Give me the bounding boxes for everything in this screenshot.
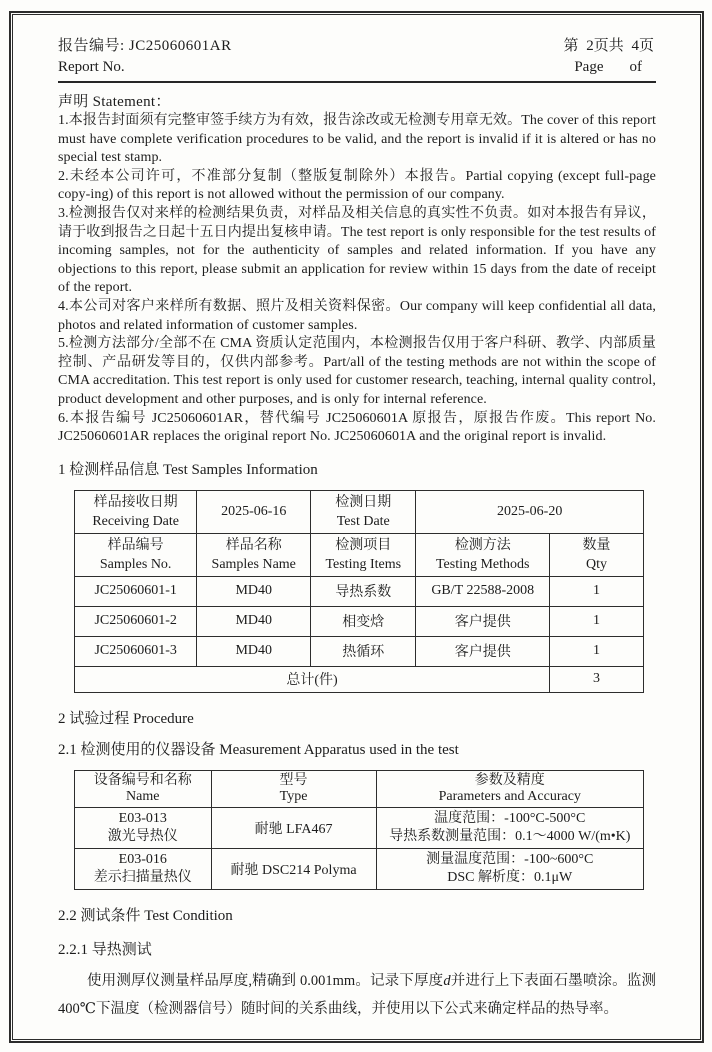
page-word: Page bbox=[574, 59, 604, 75]
col-samples-name-en: Samples Name bbox=[211, 556, 296, 572]
statement-title: 声明 Statement： bbox=[58, 94, 171, 110]
samples-table bbox=[74, 490, 644, 693]
receiving-date-value: 2025-06-16 bbox=[197, 490, 311, 533]
statement-item-4: 4.本公司对客户来样所有数据、照片及相关资料保密。Our company will keep confidential all data, photos and related information of customer samples. bbox=[58, 298, 656, 333]
sample-name-cell: MD40 bbox=[197, 636, 311, 666]
parameter-line: 测量温度范围：-100~600°C bbox=[426, 851, 594, 867]
samples-total-row bbox=[75, 666, 644, 692]
total-label: 总计(件) bbox=[75, 666, 550, 692]
section221-title: 2.2.1 导热测试 bbox=[58, 941, 152, 958]
total-qty: 3 bbox=[550, 666, 644, 692]
table-row bbox=[75, 636, 644, 666]
page-number-en bbox=[563, 57, 656, 77]
sample-no-cell: JC25060601-2 bbox=[75, 606, 197, 636]
table-row bbox=[75, 576, 644, 606]
parameters-cell bbox=[376, 807, 643, 848]
report-number-en: Report No. bbox=[58, 59, 125, 75]
col-equipment-name bbox=[75, 770, 212, 807]
thermal-test-text-pre: 使用测厚仪测量样品厚度,精确到 0.001mm。记录下厚度 bbox=[87, 972, 444, 989]
sample-name-cell: MD40 bbox=[197, 576, 311, 606]
sample-no-cell: JC25060601-1 bbox=[75, 576, 197, 606]
parameters-cell bbox=[376, 848, 643, 889]
test-date-label-zh: 检测日期 bbox=[335, 494, 392, 510]
samples-header-row bbox=[75, 533, 644, 576]
parameter-line: 温度范围：-100°C-500°C bbox=[434, 810, 586, 826]
section2-title: 2 试验过程 Procedure bbox=[58, 710, 194, 727]
samples-info-row bbox=[75, 490, 644, 533]
testing-method-cell: 客户提供 bbox=[416, 636, 550, 666]
section21-title: 2.1 检测使用的仪器设备 Measurement Apparatus used in the test bbox=[58, 741, 459, 758]
thermal-test-paragraph bbox=[58, 967, 656, 1023]
equipment-code: E03-016 bbox=[118, 851, 167, 867]
col-samples-name-zh: 样品名称 bbox=[225, 537, 282, 553]
apparatus-header-row bbox=[75, 770, 644, 807]
col-samples-no-zh: 样品编号 bbox=[107, 537, 164, 553]
testing-item-cell: 导热系数 bbox=[311, 576, 416, 606]
testing-item-cell: 热循环 bbox=[311, 636, 416, 666]
col-qty bbox=[550, 533, 644, 576]
table-row bbox=[75, 807, 644, 848]
col-equipment-name-zh: 设备编号和名称 bbox=[93, 772, 192, 788]
col-parameters-en: Parameters and Accuracy bbox=[438, 788, 581, 804]
col-qty-en: Qty bbox=[586, 556, 608, 572]
report-header bbox=[58, 36, 656, 83]
page-number-block bbox=[563, 36, 656, 77]
test-date-label bbox=[311, 490, 416, 533]
thickness-variable: d bbox=[443, 972, 451, 989]
testing-method-cell: 客户提供 bbox=[416, 606, 550, 636]
col-testing-methods-zh: 检测方法 bbox=[454, 537, 511, 553]
col-testing-items bbox=[311, 533, 416, 576]
equipment-cell bbox=[75, 848, 212, 889]
testing-item-cell: 相变焓 bbox=[311, 606, 416, 636]
parameter-line: DSC 解析度：0.1μW bbox=[447, 869, 573, 885]
statement-item-6: 6.本报告编号 JC25060601AR，替代编号 JC25060601A 原报告，原报告作废。This report No. JC25060601AR replaces the original report No. JC25060601A and the original report is invalid. bbox=[58, 410, 656, 445]
qty-cell: 1 bbox=[550, 606, 644, 636]
table-row bbox=[75, 606, 644, 636]
equipment-cell bbox=[75, 807, 212, 848]
col-type-zh: 型号 bbox=[279, 772, 308, 788]
test-date-value: 2025-06-20 bbox=[416, 490, 644, 533]
page-content bbox=[13, 14, 700, 1040]
receiving-date-label-en: Receiving Date bbox=[92, 513, 179, 529]
section22-title: 2.2 测试条件 Test Condition bbox=[58, 907, 233, 924]
qty-cell: 1 bbox=[550, 576, 644, 606]
col-samples-no bbox=[75, 533, 197, 576]
thermal-test-text-post: 并进行上下表面石墨喷涂。监测 400℃下温度（检测器信号）随时间的关系曲线，并使用以下公式来确定样品的热导率。 bbox=[58, 972, 656, 1017]
page-number-zh: 第 2页共 4页 bbox=[563, 38, 654, 54]
statement-body bbox=[58, 112, 656, 447]
col-type-en: Type bbox=[279, 788, 308, 804]
statement-item-3: 3.检测报告仅对来样的检测结果负责，对样品及相关信息的真实性不负责。如对本报告有异议，请于收到报告之日起十五日内提出复核申请。The test report is only responsible for the test results of incoming samples, not for the authenticity of samples and related information. If you have any objections to this report, please submit an application for review within 15 days from the date of receipt of the report. bbox=[58, 205, 656, 296]
qty-cell: 1 bbox=[550, 636, 644, 666]
table-row bbox=[75, 848, 644, 889]
apparatus-table bbox=[74, 770, 644, 890]
equipment-code: E03-013 bbox=[118, 810, 167, 826]
of-word: of bbox=[629, 59, 642, 75]
type-cell: 耐驰 DSC214 Polyma bbox=[211, 848, 376, 889]
statement-item-1: 1.本报告封面须有完整审签手续方为有效，报告涂改或无检测专用章无效。The cover of this report must have complete verification procedures to be valid, and the report is invalid if it is altered or has no special test stamp. bbox=[58, 113, 656, 166]
type-cell: 耐驰 LFA467 bbox=[211, 807, 376, 848]
col-parameters bbox=[376, 770, 643, 807]
col-parameters-zh: 参数及精度 bbox=[474, 772, 545, 788]
sample-name-cell: MD40 bbox=[197, 606, 311, 636]
test-date-label-en: Test Date bbox=[336, 513, 390, 529]
col-equipment-name-en: Name bbox=[126, 788, 160, 804]
receiving-date-label-zh: 样品接收日期 bbox=[93, 494, 178, 510]
receiving-date-label bbox=[75, 490, 197, 533]
parameter-line: 导热系数测量范围：0.1～4000 W/(m•K) bbox=[389, 828, 631, 844]
col-testing-methods-en: Testing Methods bbox=[435, 556, 530, 572]
statement-item-5: 5.检测方法部分/全部不在 CMA 资质认定范围内，本检测报告仅用于客户科研、教学、内部质量控制、产品研发等目的，仅供内部参考。Part/all of the testing methods are not within the scope of CMA accreditation. This test report is only used for customer research, teaching, internal quality control, product development and other purposes, and is only for internal reference. bbox=[58, 336, 656, 407]
col-testing-items-zh: 检测项目 bbox=[335, 537, 392, 553]
sample-no-cell: JC25060601-3 bbox=[75, 636, 197, 666]
col-testing-methods bbox=[416, 533, 550, 576]
col-samples-no-en: Samples No. bbox=[99, 556, 172, 572]
col-testing-items-en: Testing Items bbox=[325, 556, 402, 572]
testing-method-cell: GB/T 22588-2008 bbox=[416, 576, 550, 606]
report-number-block bbox=[58, 36, 232, 77]
equipment-name: 差示扫描量热仪 bbox=[93, 869, 192, 885]
col-type bbox=[211, 770, 376, 807]
statement-item-2: 2.未经本公司许可，不准部分复制（整版复制除外）本报告。Partial copying (except full-page copy-ing) of this report is not allowed without the permission of our company. bbox=[58, 168, 656, 203]
col-qty-zh: 数量 bbox=[582, 537, 611, 553]
equipment-name: 激光导热仪 bbox=[107, 828, 178, 844]
report-number-zh: 报告编号: JC25060601AR bbox=[58, 38, 232, 54]
col-samples-name bbox=[197, 533, 311, 576]
section1-title: 1 检测样品信息 Test Samples Information bbox=[58, 461, 318, 478]
